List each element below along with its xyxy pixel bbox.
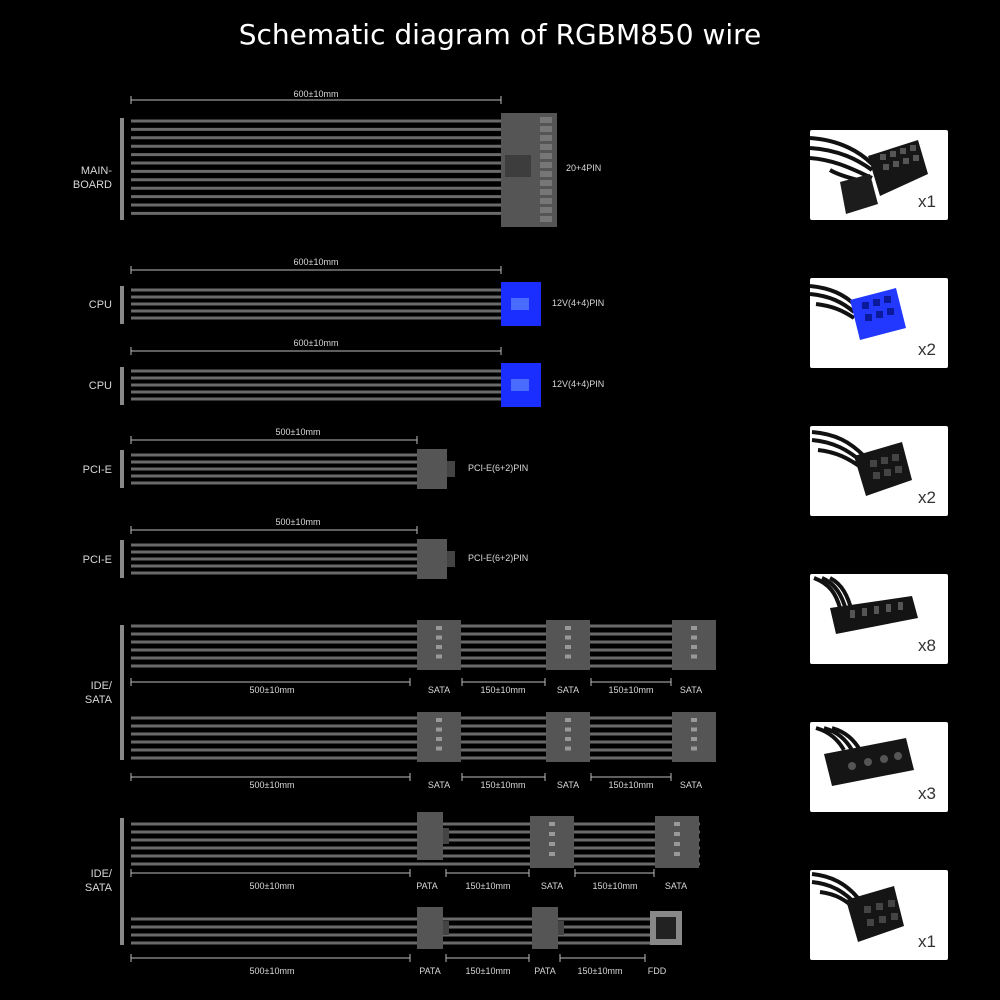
length-label: 150±10mm <box>577 966 623 976</box>
group-label: PCI-E <box>82 464 112 476</box>
quantity-label: x1 <box>918 192 936 211</box>
group-label: SATA <box>84 882 112 894</box>
sata-plug-pin <box>674 822 680 826</box>
quantity-label: x2 <box>918 340 936 359</box>
connector-pin <box>540 135 552 141</box>
connector-pin <box>540 153 552 159</box>
group-label: IDE/ <box>90 680 112 692</box>
product-card-atx <box>810 130 948 220</box>
sata-plug-pin <box>674 842 680 846</box>
quantity-label: x3 <box>918 784 936 803</box>
sata-plug-pin <box>565 655 571 659</box>
sata-plug-pin <box>549 822 555 826</box>
connector-label: 12V(4+4)PIN <box>552 379 605 389</box>
length-label: 500±10mm <box>249 881 295 891</box>
product-card-cpu <box>810 278 948 368</box>
length-label: 500±10mm <box>275 427 321 437</box>
sata-plug-pin <box>691 636 697 640</box>
plug-label: FDD <box>647 966 667 976</box>
length-label: 150±10mm <box>465 881 511 891</box>
pcie-connector <box>417 539 447 579</box>
connector-pin <box>540 117 552 123</box>
length-label: 500±10mm <box>249 685 295 695</box>
sata-plug-pin <box>436 645 442 649</box>
sata-plug-pin <box>691 645 697 649</box>
sata-plug-pin <box>691 728 697 732</box>
sata-plug-pin <box>674 852 680 856</box>
connector-latch <box>447 551 455 567</box>
length-label: 150±10mm <box>465 966 511 976</box>
sata-plug-pin <box>565 747 571 751</box>
group-label: PCI-E <box>82 554 112 566</box>
product-card-sata <box>810 574 948 664</box>
plug-label: SATA <box>556 685 580 695</box>
fdd-plug-face <box>656 917 676 939</box>
plug-label: SATA <box>664 881 688 891</box>
product-card-pcie <box>810 426 948 516</box>
length-label: 600±10mm <box>293 257 339 267</box>
product-card-pcie-6pin <box>810 870 948 960</box>
connector-pin <box>540 171 552 177</box>
sata-plug-pin <box>565 737 571 741</box>
length-label: 150±10mm <box>608 780 654 790</box>
group-label: BOARD <box>72 179 112 191</box>
plug-label: SATA <box>556 780 580 790</box>
length-label: 600±10mm <box>293 338 339 348</box>
diagram-title: Schematic diagram of RGBM850 wire <box>238 18 762 51</box>
plug-label: SATA <box>679 685 703 695</box>
length-label: 150±10mm <box>480 685 526 695</box>
sata-plug-pin <box>565 728 571 732</box>
connector-latch <box>447 461 455 477</box>
connector-pin <box>540 216 552 222</box>
sata-plug-pin <box>691 737 697 741</box>
length-label: 500±10mm <box>249 966 295 976</box>
sata-plug-pin <box>691 747 697 751</box>
sata-plug-pin <box>436 728 442 732</box>
connector-pin <box>540 162 552 168</box>
connector-label: 20+4PIN <box>566 163 602 173</box>
plug-label: SATA <box>540 881 564 891</box>
connector-pin <box>540 198 552 204</box>
sata-plug-pin <box>674 832 680 836</box>
sata-plug-pin <box>549 842 555 846</box>
group-label: SATA <box>84 694 112 706</box>
cpu-connector-pins <box>511 379 529 391</box>
sata-plug-pin <box>565 718 571 722</box>
pata-plug <box>417 812 443 860</box>
quantity-label: x8 <box>918 636 936 655</box>
length-label: 150±10mm <box>592 881 638 891</box>
length-label: 500±10mm <box>275 517 321 527</box>
sata-plug-pin <box>436 636 442 640</box>
sata-plug-pin <box>436 747 442 751</box>
sata-plug-pin <box>691 718 697 722</box>
connector-label: 12V(4+4)PIN <box>552 298 605 308</box>
sata-plug-pin <box>436 718 442 722</box>
length-label: 500±10mm <box>249 780 295 790</box>
connector-label: PCI-E(6+2)PIN <box>468 463 529 473</box>
quantity-label: x2 <box>918 488 936 507</box>
connector-latch <box>558 921 564 935</box>
group-label: MAIN- <box>80 165 112 177</box>
connector-latch <box>443 828 449 844</box>
sata-plug-pin <box>549 832 555 836</box>
plug-label: PATA <box>416 881 438 891</box>
connector-pin <box>540 207 552 213</box>
group-label: CPU <box>88 299 112 311</box>
sata-plug-pin <box>549 852 555 856</box>
cpu-connector-pins <box>511 298 529 310</box>
sata-plug-pin <box>565 645 571 649</box>
pata-plug <box>417 907 443 949</box>
pata-plug <box>532 907 558 949</box>
group-label: CPU <box>88 380 112 392</box>
sata-plug-pin <box>436 626 442 630</box>
group-label: IDE/ <box>90 868 112 880</box>
plug-label: SATA <box>679 780 703 790</box>
sata-plug-pin <box>565 626 571 630</box>
length-label: 150±10mm <box>608 685 654 695</box>
plug-label: PATA <box>419 966 441 976</box>
plug-label: PATA <box>534 966 556 976</box>
connector-pin <box>540 189 552 195</box>
sata-plug-pin <box>691 626 697 630</box>
plug-label: SATA <box>427 685 451 695</box>
sata-plug-pin <box>691 655 697 659</box>
quantity-label: x1 <box>918 932 936 951</box>
sata-plug-pin <box>436 737 442 741</box>
connector-pin <box>540 126 552 132</box>
pcie-connector <box>417 449 447 489</box>
connector-label: PCI-E(6+2)PIN <box>468 553 529 563</box>
sata-plug-pin <box>565 636 571 640</box>
length-label: 150±10mm <box>480 780 526 790</box>
plug-label: SATA <box>427 780 451 790</box>
product-card-molex <box>810 722 948 812</box>
connector-latch <box>443 921 449 935</box>
connector-pin <box>540 180 552 186</box>
connector-pin <box>540 144 552 150</box>
connector-latch <box>505 155 531 177</box>
sata-plug-pin <box>436 655 442 659</box>
length-label: 600±10mm <box>293 89 339 99</box>
